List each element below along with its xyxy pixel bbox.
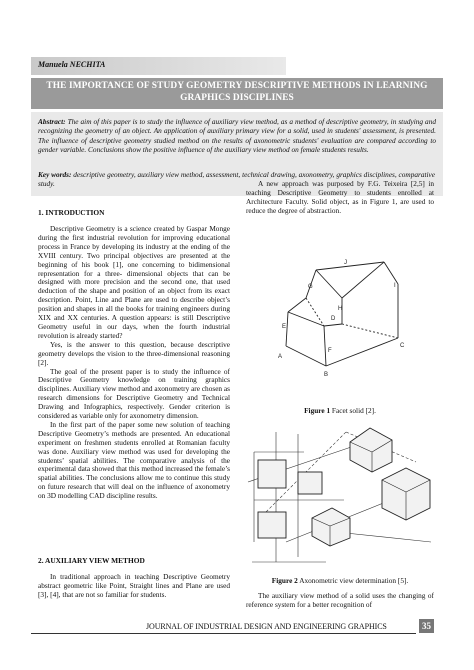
section1-paragraph: In the first part of the paper some new solution of teaching Descriptive Geometry’s methods are presented. An educational experiment on freshmen students enrolled at Romanian faculty was done. Auxiliary view method was used for developing the students’ spatial abilities. The comparative analysis of the experimental data showed that this method increased the female’s spatial abilities. The conclusions allow me to continue this study on future research that will deal on the influence of axonometry on 3D modelling CAD discipline results. [38, 419, 230, 501]
figure2-label: Figure 2 [271, 576, 298, 585]
right-intro [246, 180, 434, 216]
abstract [38, 117, 436, 154]
figure1-text: Facet solid [2]. [331, 406, 376, 415]
section1-paragraph: Descriptive Geometry is a science created by Gaspar Monge during the first industrial revolution for improving educational process in France by developing its industry at the ending of the XVIII century. Two principal objectives are presented at the beginning of his book [1], one concerning to bidimensional representation for a three- dimensional objects that can be designed with more precision and the second one, that used deduction of the shape and position of an object from its exact description. Point, Line and Plane are used to describe object’s position and shapes in all the books for training engineers during XIX and XX centuries. A question appears: is still Descriptive Geometry useful in our days, when the fourth industrial revolution is already started? [38, 224, 230, 340]
section1-paragraph: Yes, is the answer to this question, because descriptive geometry develops the vision to the three-dimensional reasoning [2]. [38, 339, 230, 367]
vertex-label: H [338, 306, 343, 312]
vertex-label: J [344, 260, 347, 266]
vertex-label: E [282, 324, 287, 330]
section1-paragraph: The goal of the present paper is to study the influence of Descriptive Geometry knowledge on training graphics disciplines. Auxiliary view method and axonometry are chosen as research dimensions for Descriptive Geometry and Technical Drawing and Infographics, respectively. Gender criterion is considered as variable only for axonometry dimension. [38, 366, 230, 421]
vertex-label: A [278, 354, 283, 360]
vertex-label: C [400, 343, 405, 349]
section2-paragraph: In traditional approach in teaching Descriptive Geometry abstract geometric like Point, Straight lines and Plane are used [3], [4], that are not so familiar for students. [38, 572, 230, 599]
abstract-label: Abstract: [38, 117, 66, 126]
section1-heading: 1. INTRODUCTION [38, 208, 105, 217]
figure1-caption [246, 406, 434, 415]
section2-heading: 2. AUXILIARY VIEW METHOD [38, 556, 145, 565]
keywords-text: descriptive geometry, auxiliary view method, assessment, technical drawing, axonometry, graphics disciplines, comparative study. [38, 170, 436, 189]
vertex-label: F [328, 348, 332, 354]
figure1-facet-solid [276, 254, 416, 384]
page-number: 35 [419, 619, 434, 633]
vertex-label: D [331, 316, 336, 322]
footer-rule [31, 633, 416, 634]
right-paragraph: A new approach was purposed by F.G. Teixeira [2,5] in teaching Descriptive Geometry to students enrolled at Architecture Faculty. Solid object, as in Figure 1, are used to reduce the degree of abstraction. [246, 179, 434, 215]
figure1-label: Figure 1 [304, 406, 331, 415]
figure2-text: Axonometric view determination [5]. [299, 576, 409, 585]
journal-name: JOURNAL OF INDUSTRIAL DESIGN AND ENGINEERING GRAPHICS [146, 622, 387, 631]
vertex-label: B [324, 372, 329, 378]
right-paragraph: The auxiliary view method of a solid uses the changing of reference system for a better recognition of [246, 591, 434, 609]
paper-title: THE IMPORTANCE OF STUDY GEOMETRY DESCRIPTIVE METHODS IN LEARNING GRAPHICS DISCIPLINES [46, 81, 428, 103]
figure2-caption [246, 576, 434, 585]
author-name: Manuela NECHITA [38, 60, 106, 69]
keywords-label: Key words: [38, 170, 72, 179]
vertex-label: G [308, 284, 313, 290]
vertex-label: I [394, 283, 396, 289]
abstract-text: The aim of this paper is to study the influence of auxiliary view method, as a method of descriptive geometry, in studying and recognizing the geometry of an object. An application of auxiliary primary view for a solid, used in students' assessment, is presented. The influence of descriptive geometry studied method on the results of axonometric students' evaluation are compared according to gender variable. Conclusions show the positive influence of the auxiliary view method on female students results. [38, 117, 437, 154]
figure2-axonometric-drawing [246, 422, 436, 570]
section2-body [38, 573, 230, 600]
section1-body [38, 225, 230, 501]
right-body-2 [246, 592, 434, 610]
